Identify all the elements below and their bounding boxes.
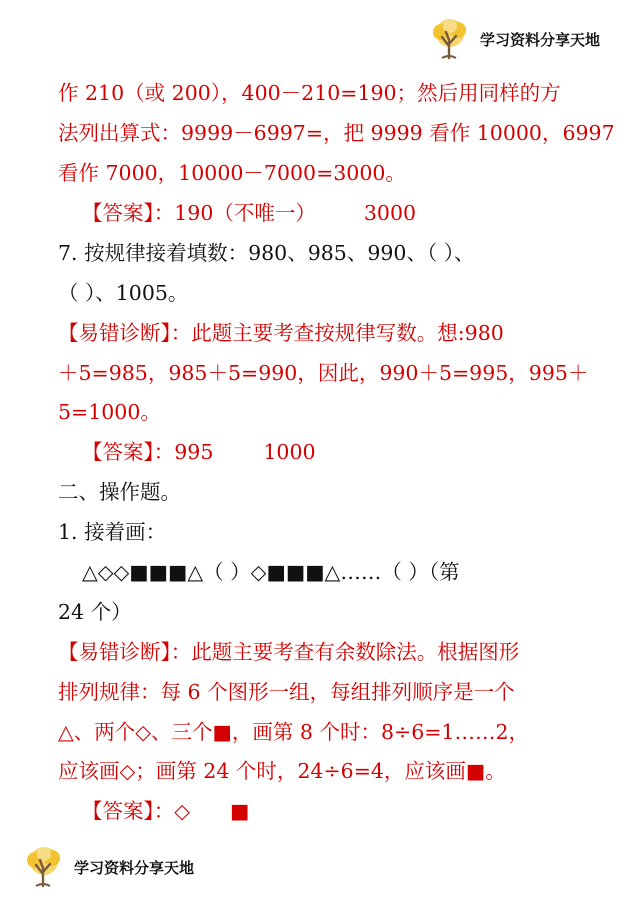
q7-diagnosis-line-1 bbox=[58, 318, 504, 348]
q6-explain-line-3: 看作 7000，10000－7000=3000。 bbox=[58, 161, 406, 185]
answer-square-icon: ■ bbox=[230, 799, 250, 823]
brand-header bbox=[428, 18, 600, 60]
answer-value-2: 1000 bbox=[263, 440, 316, 464]
answer-value-1: 995 bbox=[174, 440, 214, 464]
answer-tag: 【答案】： bbox=[82, 440, 175, 464]
part2-answer-line bbox=[82, 796, 249, 826]
shape-sequence-line: △◇◇■■■△（ ）◇■■■△……（ ）（第 bbox=[82, 560, 460, 584]
answer-value-1: 190（不唯一） bbox=[174, 201, 316, 225]
diagnosis-text: 此题主要考查按规律写数。想:980 bbox=[191, 321, 504, 345]
answer-tag: 【答案】： bbox=[82, 201, 175, 225]
diagnosis-text: ，画第 8 个时：8÷6=1……2， bbox=[231, 720, 530, 744]
brand-name: 学习资料分享天地 bbox=[480, 30, 601, 49]
tree-logo-icon bbox=[428, 18, 472, 60]
tree-logo-icon bbox=[22, 846, 66, 888]
part2-diagnosis-line-2: 排列规律：每 6 个图形一组，每组排列顺序是一个 bbox=[58, 680, 515, 704]
q6-explain-line-1: 作 210（或 200），400－210=190；然后用同样的方 bbox=[58, 81, 561, 105]
part2-diagnosis-line-3 bbox=[58, 717, 529, 747]
answer-tag: 【答案】： bbox=[82, 799, 175, 823]
answer-diamond: ◇ bbox=[174, 799, 191, 823]
part2-q1-stem: 1. 接着画： bbox=[58, 520, 167, 544]
red-square-icon: ■ bbox=[465, 759, 486, 783]
q7-answer-line bbox=[82, 437, 316, 467]
diagnosis-text: 此题主要考查有余数除法。根据图形 bbox=[191, 640, 520, 664]
q6-answer-line bbox=[82, 198, 416, 228]
diagnosis-text: 。 bbox=[485, 759, 506, 783]
part2-diagnosis-line-4 bbox=[58, 756, 506, 786]
part2-heading: 二、操作题。 bbox=[58, 480, 181, 504]
shape-sequence-line-2: 24 个） bbox=[58, 600, 132, 624]
q7-diagnosis-line-2: ＋5=985，985＋5=990，因此，990＋5=995，995＋ bbox=[58, 361, 589, 385]
q7-stem-line-2: （ ）、1005。 bbox=[58, 281, 189, 305]
brand-footer bbox=[22, 846, 194, 888]
answer-value-2: 3000 bbox=[363, 201, 417, 225]
q7-stem-line-1: 7. 按规律接着填数：980、985、990、（ ）、 bbox=[58, 241, 475, 265]
diagnosis-text: 应该画◇；画第 24 个时，24÷6=4，应该画 bbox=[58, 759, 466, 783]
red-square-icon: ■ bbox=[212, 720, 232, 744]
diagnosis-text: △、两个◇、三个 bbox=[58, 720, 213, 744]
q6-explain-line-2: 法列出算式：9999－6997=，把 9999 看作 10000，6997 bbox=[58, 121, 615, 145]
q7-diagnosis-line-3: 5=1000。 bbox=[58, 400, 161, 424]
part2-diagnosis-line-1 bbox=[58, 637, 519, 667]
brand-name: 学习资料分享天地 bbox=[74, 858, 195, 877]
diagnosis-tag: 【易错诊断】： bbox=[58, 321, 192, 345]
diagnosis-tag: 【易错诊断】： bbox=[58, 640, 192, 664]
